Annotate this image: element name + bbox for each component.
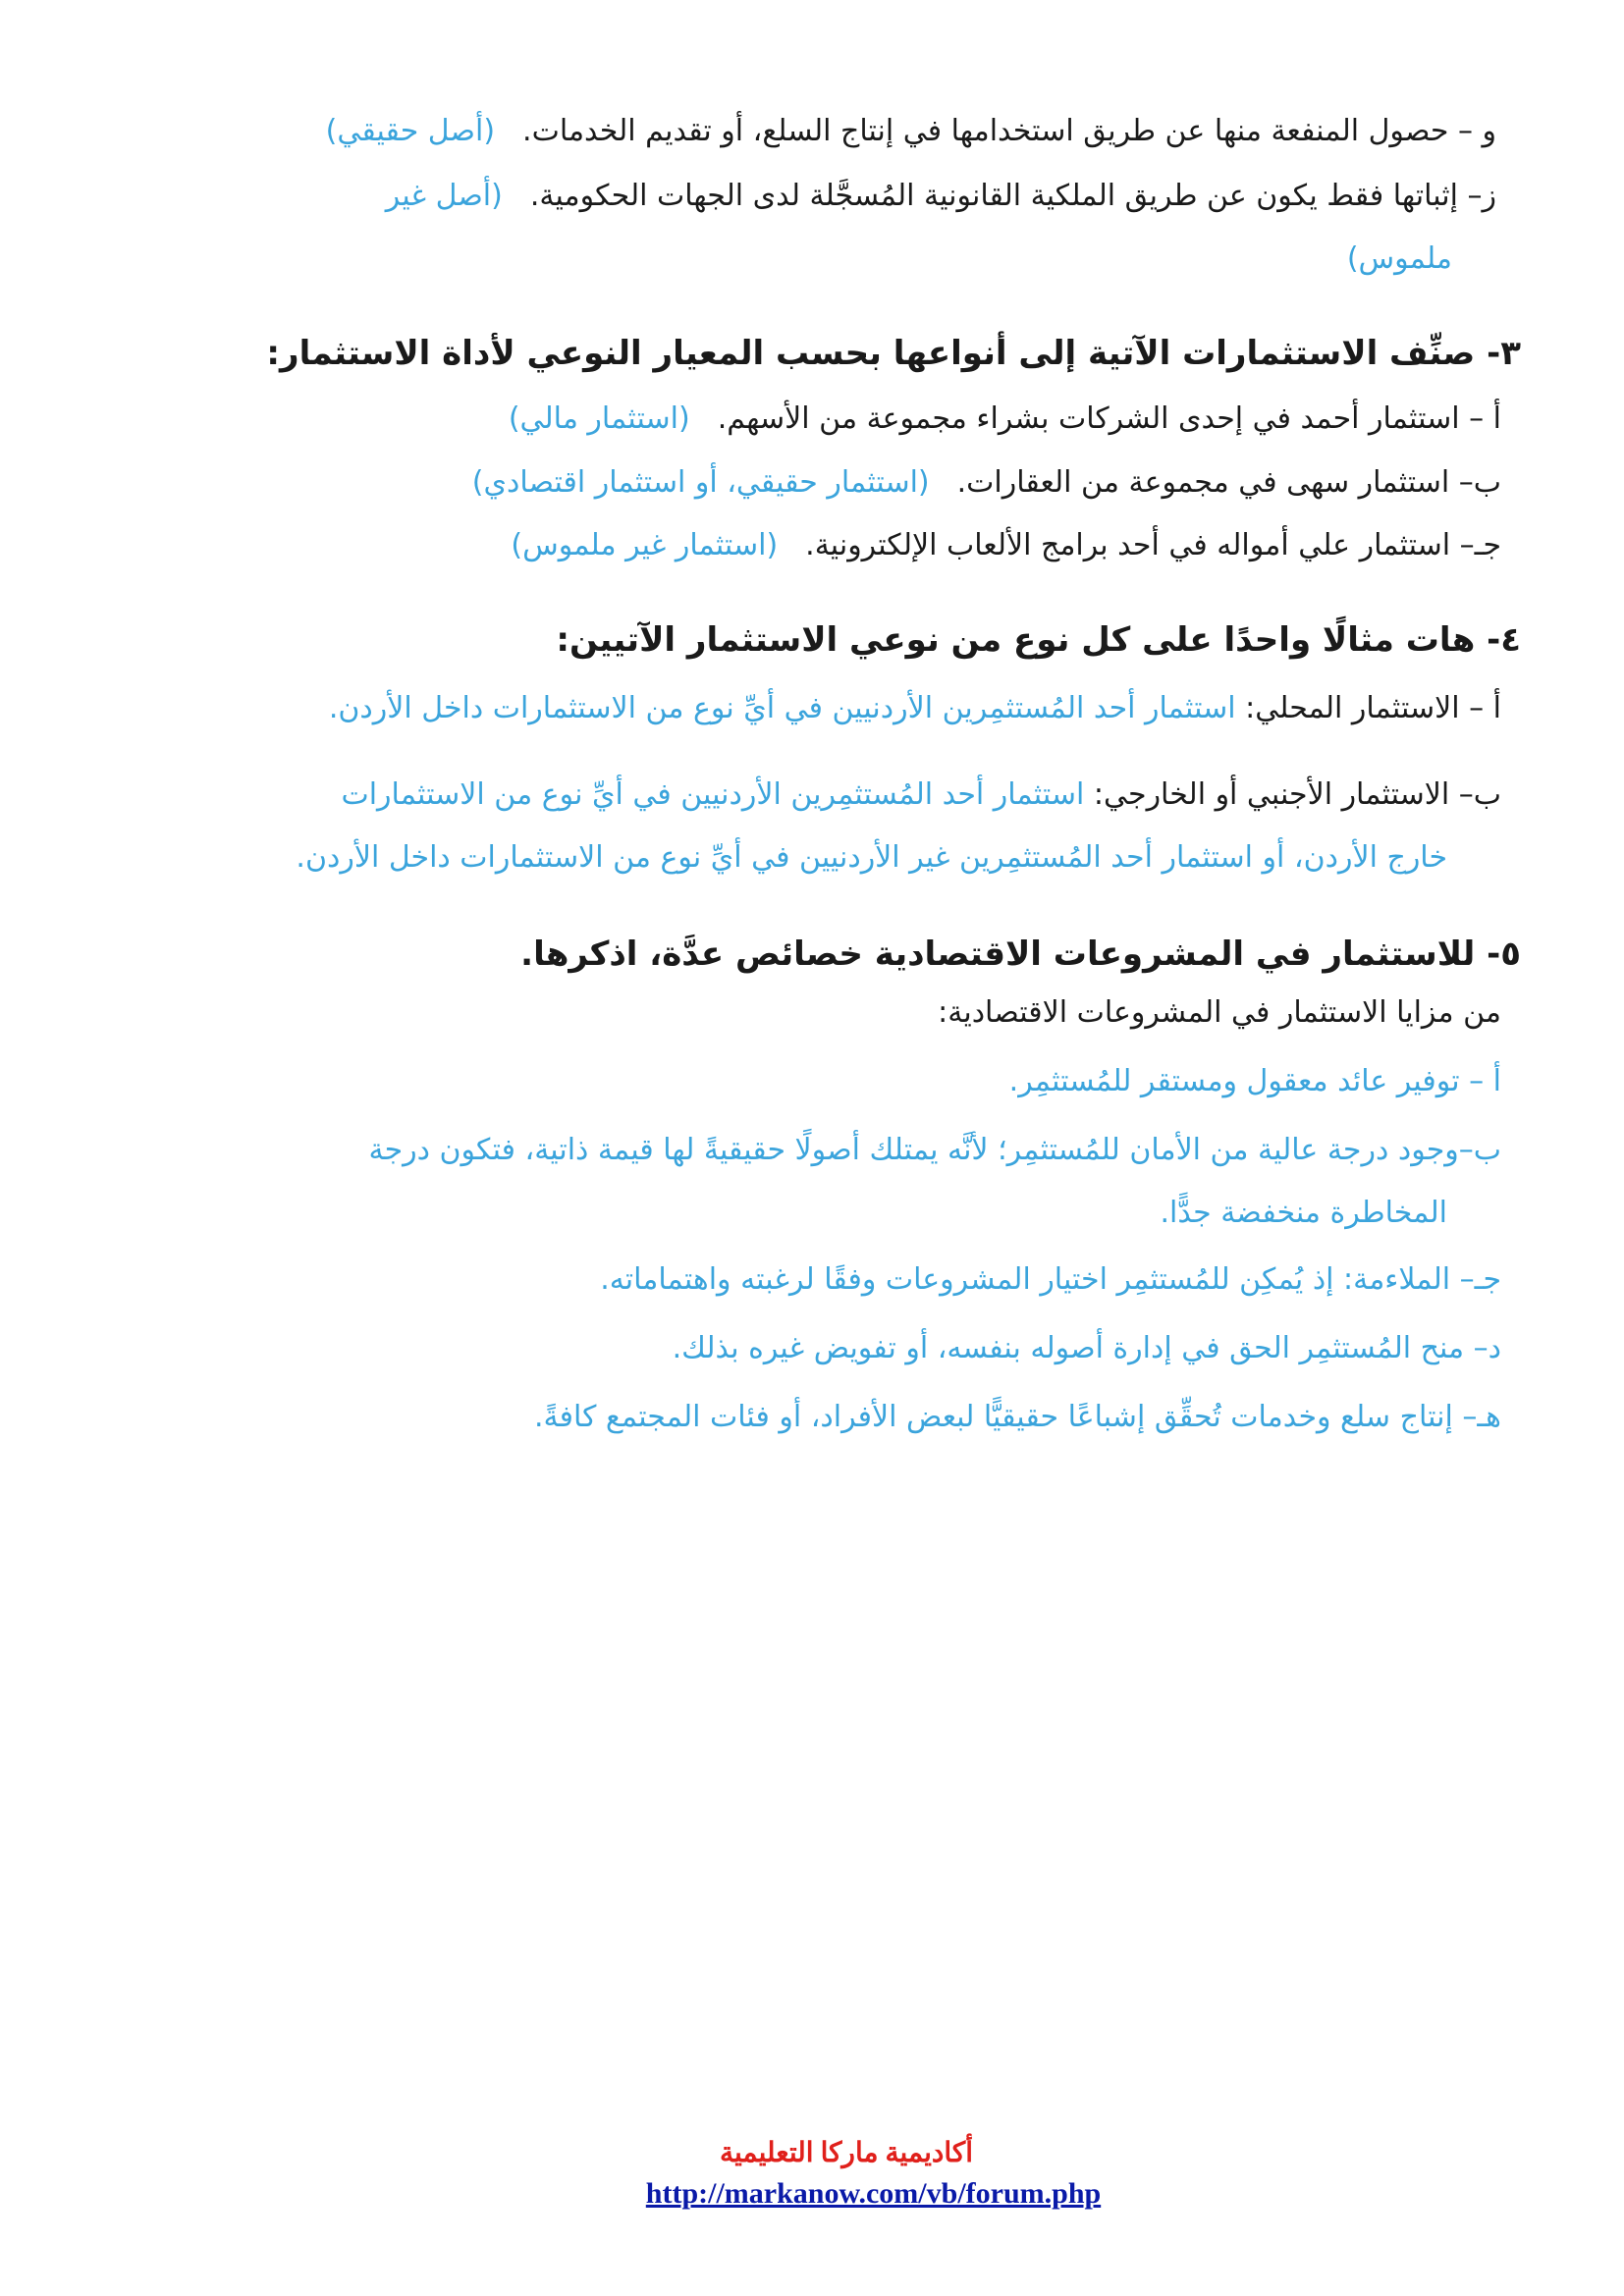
q4-item-b: [147, 774, 1501, 817]
item-w-text: و – حصول المنفعة منها عن طريق استخدامها في إنتاج السلع، أو تقديم الخدمات.: [522, 114, 1496, 148]
q4-item-b-label: ب– الاستثمار الأجنبي أو الخارجي:: [1093, 777, 1501, 812]
q3-item-a-text: أ – استثمار أحمد في إحدى الشركات بشراء مجموعة من الأسهم.: [717, 401, 1501, 436]
q4-item-a-answer: استثمار أحد المُستثمِرين الأردنيين في أيِّ نوع من الاستثمارات داخل الأردن.: [328, 691, 1236, 725]
q3-item-b-answer: (استثمار حقيقي، أو استثمار اقتصادي): [471, 465, 930, 500]
footer-link[interactable]: http://markanow.com/vb/forum.php: [645, 2177, 1102, 2210]
item-w: [147, 110, 1496, 153]
q5-title: ٥- للاستثمار في المشروعات الاقتصادية خصائص عدَّة، اذكرها.: [520, 934, 1521, 974]
q4-item-b-answer: استثمار أحد المُستثمِرين الأردنيين في أيِّ نوع من الاستثمارات: [341, 777, 1085, 812]
item-z-answer-cont: ملموس): [1346, 241, 1452, 276]
q5-item-b-cont: المخاطرة منخفضة جدًّا.: [1160, 1196, 1447, 1230]
q3-item-c: [147, 524, 1501, 567]
item-z-answer: (أصل غير: [385, 179, 503, 213]
q3-item-b: [147, 461, 1501, 505]
q3-title: ٣- صنِّف الاستثمارات الآتية إلى أنواعها بحسب المعيار النوعي لأداة الاستثمار:: [266, 334, 1521, 373]
q4-item-a: [147, 687, 1501, 730]
q5-item-d: د– منح المُستثمِر الحق في إدارة أصوله بنفسه، أو تفويض غيره بذلك.: [672, 1331, 1501, 1365]
q3-item-a: [147, 398, 1501, 441]
q3-item-c-text: جـ– استثمار علي أمواله في أحد برامج الألعاب الإلكترونية.: [805, 528, 1501, 562]
q5-item-b: ب–وجود درجة عالية من الأمان للمُستثمِر؛ لأنَّه يمتلك أصولًا حقيقيةً لها قيمة ذاتية، فتكون درجة: [368, 1133, 1501, 1167]
item-z: [147, 175, 1496, 218]
footer-title: أكاديمية ماركا التعليمية: [719, 2138, 974, 2168]
q4-item-a-label: أ – الاستثمار المحلي:: [1245, 691, 1501, 725]
q5-item-c: جـ– الملاءمة: إذ يُمكِن للمُستثمِر اختيار المشروعات وفقًا لرغبته واهتماماته.: [600, 1262, 1501, 1297]
q4-item-b-answer-cont: خارج الأردن، أو استثمار أحد المُستثمِرين غير الأردنيين في أيِّ نوع من الاستثمارات داخل الأردن.: [296, 840, 1447, 875]
q4-title: ٤- هات مثالًا واحدًا على كل نوع من نوعي الاستثمار الآتيين:: [556, 620, 1521, 660]
q3-item-c-answer: (استثمار غير ملموس): [511, 528, 779, 562]
item-w-answer: (أصل حقيقي): [325, 114, 496, 148]
q5-item-e: هـ– إنتاج سلع وخدمات تُحقِّق إشباعًا حقيقيًّا لبعض الأفراد، أو فئات المجتمع كافةً.: [534, 1400, 1501, 1434]
q3-item-b-text: ب– استثمار سهى في مجموعة من العقارات.: [956, 465, 1501, 500]
q3-item-a-answer: (استثمار مالي): [508, 401, 690, 436]
item-z-text: ز– إثباتها فقط يكون عن طريق الملكية القانونية المُسجَّلة لدى الجهات الحكومية.: [529, 179, 1496, 213]
q5-item-a: أ – توفير عائد معقول ومستقر للمُستثمِر.: [1008, 1064, 1501, 1098]
q5-intro: من مزايا الاستثمار في المشروعات الاقتصادية:: [938, 995, 1501, 1030]
